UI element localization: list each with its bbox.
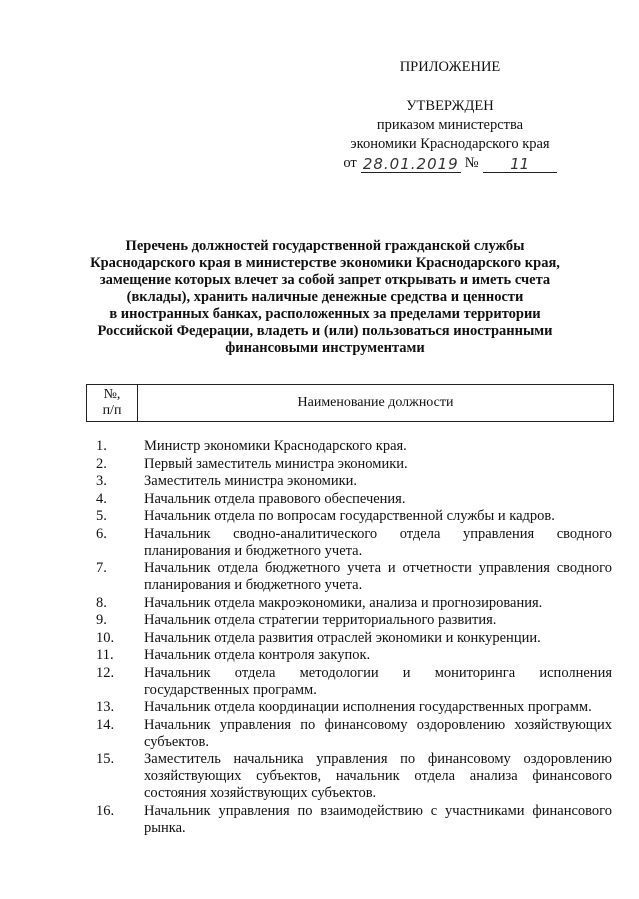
item-number: 5. bbox=[96, 508, 107, 524]
item-text: Первый заместитель министра экономики. bbox=[144, 455, 408, 472]
list-item bbox=[86, 526, 612, 560]
column-number-line2: п/п bbox=[102, 403, 122, 418]
approval-block bbox=[330, 58, 570, 173]
column-number-line1: №, bbox=[103, 387, 121, 402]
item-text: Заместитель начальника управления по финансовому оздоровлению хозяйствующих субъектов, начальник отдела анализа финансового состояния хозяйствующих субъектов. bbox=[144, 751, 612, 801]
item-number: 8. bbox=[96, 594, 107, 611]
list-item bbox=[86, 491, 612, 508]
approved-label: УТВЕРЖДЕН bbox=[406, 98, 494, 114]
title-line: (вклады), хранить наличные денежные средства и ценности bbox=[126, 289, 524, 305]
item-text: Начальник управления по финансовому оздоровлению хозяйствующих субъектов. bbox=[144, 716, 612, 750]
item-text: Начальник отдела контроля закупок. bbox=[144, 647, 371, 663]
list-item bbox=[86, 630, 612, 647]
order-number: 11 bbox=[483, 156, 557, 173]
item-text: Министр экономики Краснодарского края. bbox=[144, 438, 407, 454]
item-number: 2. bbox=[96, 455, 107, 472]
list-item bbox=[86, 456, 612, 473]
list-item bbox=[86, 508, 612, 525]
title-line: в иностранных банках, расположенных за пределами территории bbox=[109, 306, 541, 322]
document-title bbox=[60, 238, 590, 357]
item-text: Начальник отдела правового обеспечения. bbox=[144, 490, 406, 507]
item-text: Начальник отдела макроэкономики, анализа и прогнозирования. bbox=[144, 594, 543, 611]
positions-list bbox=[86, 438, 612, 837]
item-number: 16. bbox=[96, 802, 115, 819]
item-text: Начальник управления по взаимодействию с участниками финансового рынка. bbox=[144, 802, 612, 836]
list-item bbox=[86, 665, 612, 699]
order-line-1: приказом министерства bbox=[376, 117, 524, 133]
list-item bbox=[86, 560, 612, 594]
item-number: 9. bbox=[96, 612, 107, 628]
item-text: Начальник отдела координации исполнения государственных программ. bbox=[144, 699, 592, 715]
title-line: Перечень должностей государственной гражданской службы bbox=[125, 238, 525, 254]
item-number: 1. bbox=[96, 438, 107, 454]
item-number: 7. bbox=[96, 560, 107, 576]
title-line: финансовыми инструментами bbox=[225, 340, 425, 356]
item-number: 6. bbox=[96, 525, 107, 542]
order-line-2: экономики Краснодарского края bbox=[350, 136, 550, 152]
item-number: 14. bbox=[96, 716, 115, 733]
item-text: Начальник сводно-аналитического отдела управления сводного планирования и бюджетного учета. bbox=[144, 525, 612, 559]
column-number-header bbox=[87, 385, 138, 421]
item-number: 11. bbox=[96, 647, 114, 663]
list-item bbox=[86, 647, 612, 664]
from-label: от bbox=[343, 155, 357, 171]
list-item bbox=[86, 717, 612, 751]
item-number: 3. bbox=[96, 473, 107, 489]
table-header bbox=[86, 384, 614, 422]
item-text: Начальник отдела по вопросам государственной службы и кадров. bbox=[144, 508, 555, 524]
item-text: Начальник отдела бюджетного учета и отчетности управления сводного планирования и бюджетного учета. bbox=[144, 560, 612, 593]
list-item bbox=[86, 612, 612, 629]
item-text: Начальник отдела развития отраслей экономики и конкуренции. bbox=[144, 629, 541, 646]
list-item bbox=[86, 803, 612, 837]
column-name-header: Наименование должности bbox=[297, 395, 454, 410]
order-date-number bbox=[330, 154, 570, 173]
item-number: 13. bbox=[96, 699, 115, 715]
appendix-label: ПРИЛОЖЕНИЕ bbox=[399, 59, 501, 75]
item-number: 10. bbox=[96, 629, 115, 646]
title-line: Российской Федерации, владеть и (или) пользоваться иностранными bbox=[97, 323, 553, 339]
item-text: Начальник отдела стратегии территориального развития. bbox=[144, 612, 497, 628]
list-item bbox=[86, 699, 612, 716]
order-date: 28.01.2019 bbox=[361, 156, 461, 173]
list-item bbox=[86, 595, 612, 612]
item-text: Заместитель министра экономики. bbox=[144, 473, 358, 489]
item-number: 12. bbox=[96, 664, 115, 681]
title-line: замещение которых влечет за собой запрет открывать и иметь счета bbox=[99, 272, 551, 288]
list-item bbox=[86, 473, 612, 490]
list-item bbox=[86, 438, 612, 455]
title-line: Краснодарского края в министерстве экономики Краснодарского края, bbox=[90, 255, 560, 271]
list-item bbox=[86, 751, 612, 802]
number-label: № bbox=[464, 155, 479, 171]
item-number: 15. bbox=[96, 751, 115, 767]
item-number: 4. bbox=[96, 490, 107, 507]
item-text: Начальник отдела методологии и мониторинга исполнения государственных программ. bbox=[144, 664, 612, 698]
